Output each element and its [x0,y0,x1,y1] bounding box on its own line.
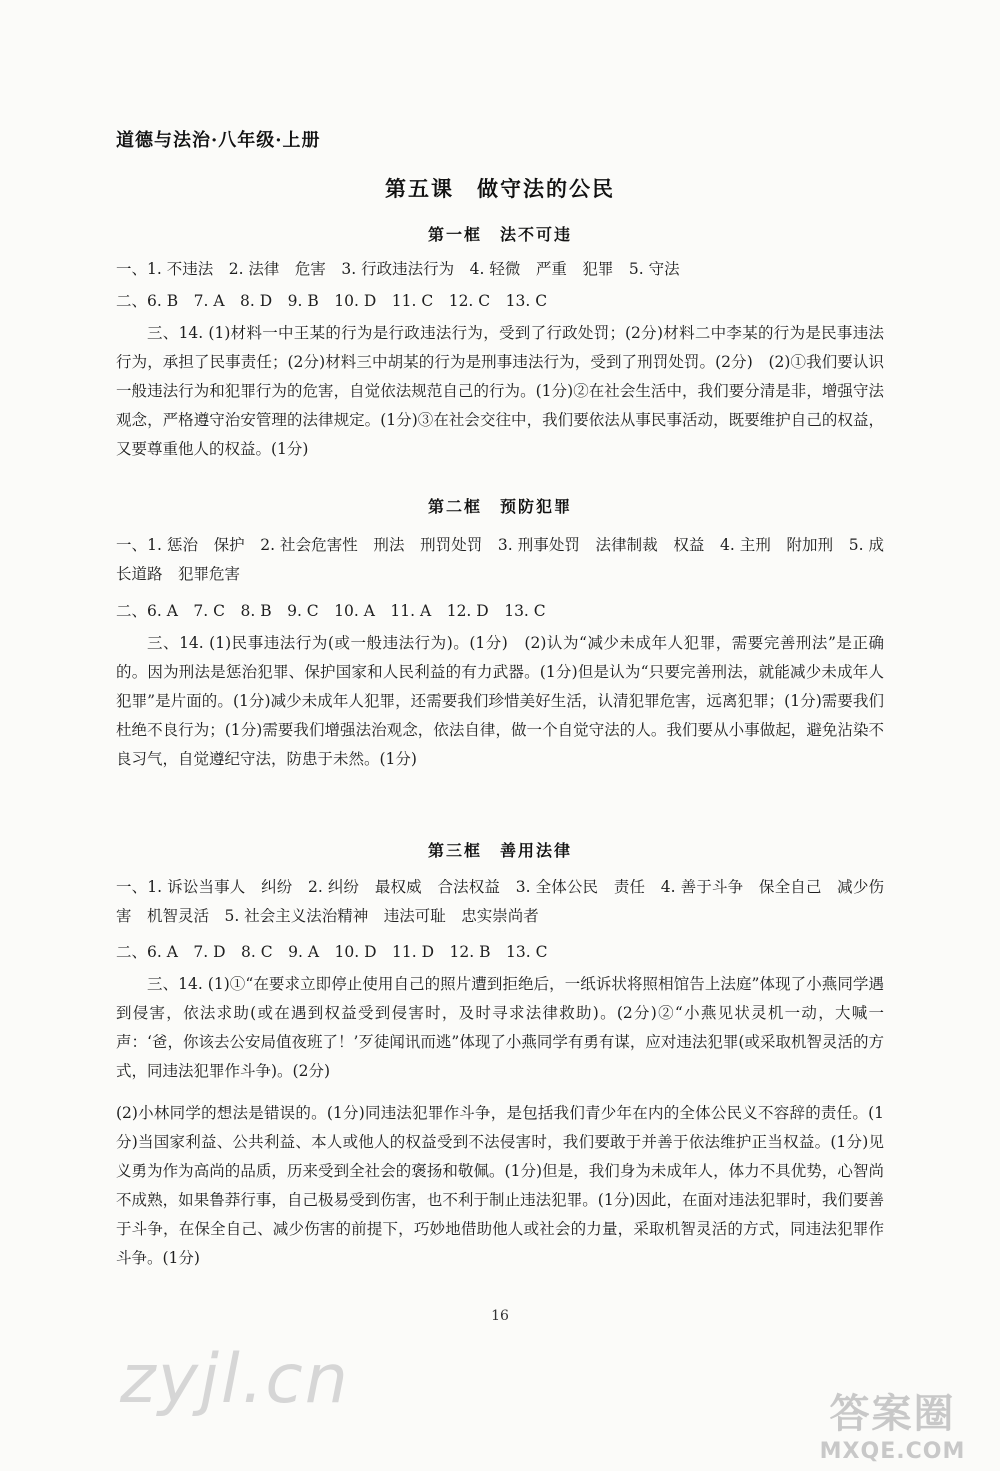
section-title-1: 第一框 法不可违 [427,225,572,244]
s3-fill-in-answers: 一、1. 诉讼当事人 纠纷 2. 纠纷 最权威 合法权益 3. 全体公民 责任 4. 善于斗争 保全自己 减少伤害 机智灵活 5. 社会主义法治精神 违法可耻 忠实崇尚者 [116,878,884,925]
s3-essay-answer-part2: (2)小林同学的想法是错误的。(1分)同违法犯罪作斗争，是包括我们青少年在内的全体公民义不容辞的责任。(1分)当国家利益、公共利益、本人或他人的权益受到不法侵害时，我们要敢于并善于依法维护正当权益。(1分)见义勇为作为高尚的品质，历来受到全社会的褒扬和敬佩。(1分)但是，我们身为未成年人，体力不具优势，心智尚不成熟，如果鲁莽行事，自己极易受到伤害，也不利于制止违法犯罪。(1分)因此，在面对违法犯罪时，我们要善于斗争，在保全自己、减少伤害的前提下，巧妙地借助他人或社会的力量，采取机智灵活的方式，同违法犯罪作斗争。(1分) [116,1104,884,1267]
watermark-logo: 答案圈 [829,1391,956,1437]
s1-choice-answers: 二、6. B 7. A 8. D 9. B 10. D 11. C 12. C 13. C [116,292,548,310]
s3-choice-answers: 二、6. A 7. D 8. C 9. A 10. D 11. D 12. B 13. C [116,943,548,961]
s2-essay-answer: 三、14. (1)民事违法行为(或一般违法行为)。(1分) (2)认为“减少未成年人犯罪，需要完善刑法”是正确的。因为刑法是惩治犯罪、保护国家和人民利益的有力武器。(1分)但是认为“只要完善刑法，就能减少未成年人犯罪”是片面的。(1分)减少未成年人犯罪，还需要我们珍惜美好生活，认清犯罪危害，远离犯罪；(1分)需要我们杜绝不良行为；(1分)需要我们增强法治观念，依法自律，做一个自觉守法的人。我们要从小事做起，避免沾染不良习气，自觉遵纪守法，防患于未然。(1分) [116,634,884,768]
s1-fill-in-answers: 一、1. 不违法 2. 法律 危害 3. 行政违法行为 4. 轻微 严重 犯罪 5. 守法 [116,260,680,278]
s2-fill-in-answers: 一、1. 惩治 保护 2. 社会危害性 刑法 刑罚处罚 3. 刑事处罚 法律制裁 权益 4. 主刑 附加刑 5. 成长道路 犯罪危害 [116,536,884,583]
lesson-title: 第五课 做守法的公民 [385,176,615,201]
section-title-2: 第二框 预防犯罪 [427,497,572,516]
page-number: 16 [491,1308,509,1324]
watermark-url: MXQE.COM [819,1439,966,1464]
watermark-left: zyjl.cn [120,1340,350,1419]
s2-choice-answers: 二、6. A 7. C 8. B 9. C 10. A 11. A 12. D 13. C [116,602,546,620]
section-title-3: 第三框 善用法律 [427,841,572,860]
watermark-right [800,1382,985,1464]
book-title: 道德与法治·八年级·上册 [116,130,321,151]
s1-essay-answer: 三、14. (1)材料一中王某的行为是行政违法行为，受到了行政处罚；(2分)材料二中李某的行为是民事违法行为，承担了民事责任；(2分)材料三中胡某的行为是刑事违法行为，受到了刑罚处罚。(2分) (2)①我们要认识一般违法行为和犯罪行为的危害，自觉依法规范自己的行为。(1分)②在社会生活中，我们要分清是非，增强守法观念，严格遵守治安管理的法律规定。(1分)③在社会交往中，我们要依法从事民事活动，既要维护自己的权益，又要尊重他人的权益。(1分) [116,324,884,458]
s3-essay-answer-part1: 三、14. (1)①“在要求立即停止使用自己的照片遭到拒绝后，一纸诉状将照相馆告上法庭”体现了小燕同学遇到侵害，依法求助(或在遇到权益受到侵害时，及时寻求法律救助)。(2分)②“小燕见状灵机一动，大喊一声：‘爸，你该去公安局值夜班了！’歹徒闻讯而逃”体现了小燕同学有勇有谋，应对违法犯罪(或采取机智灵活的方式，同违法犯罪作斗争)。(2分) [116,975,884,1080]
